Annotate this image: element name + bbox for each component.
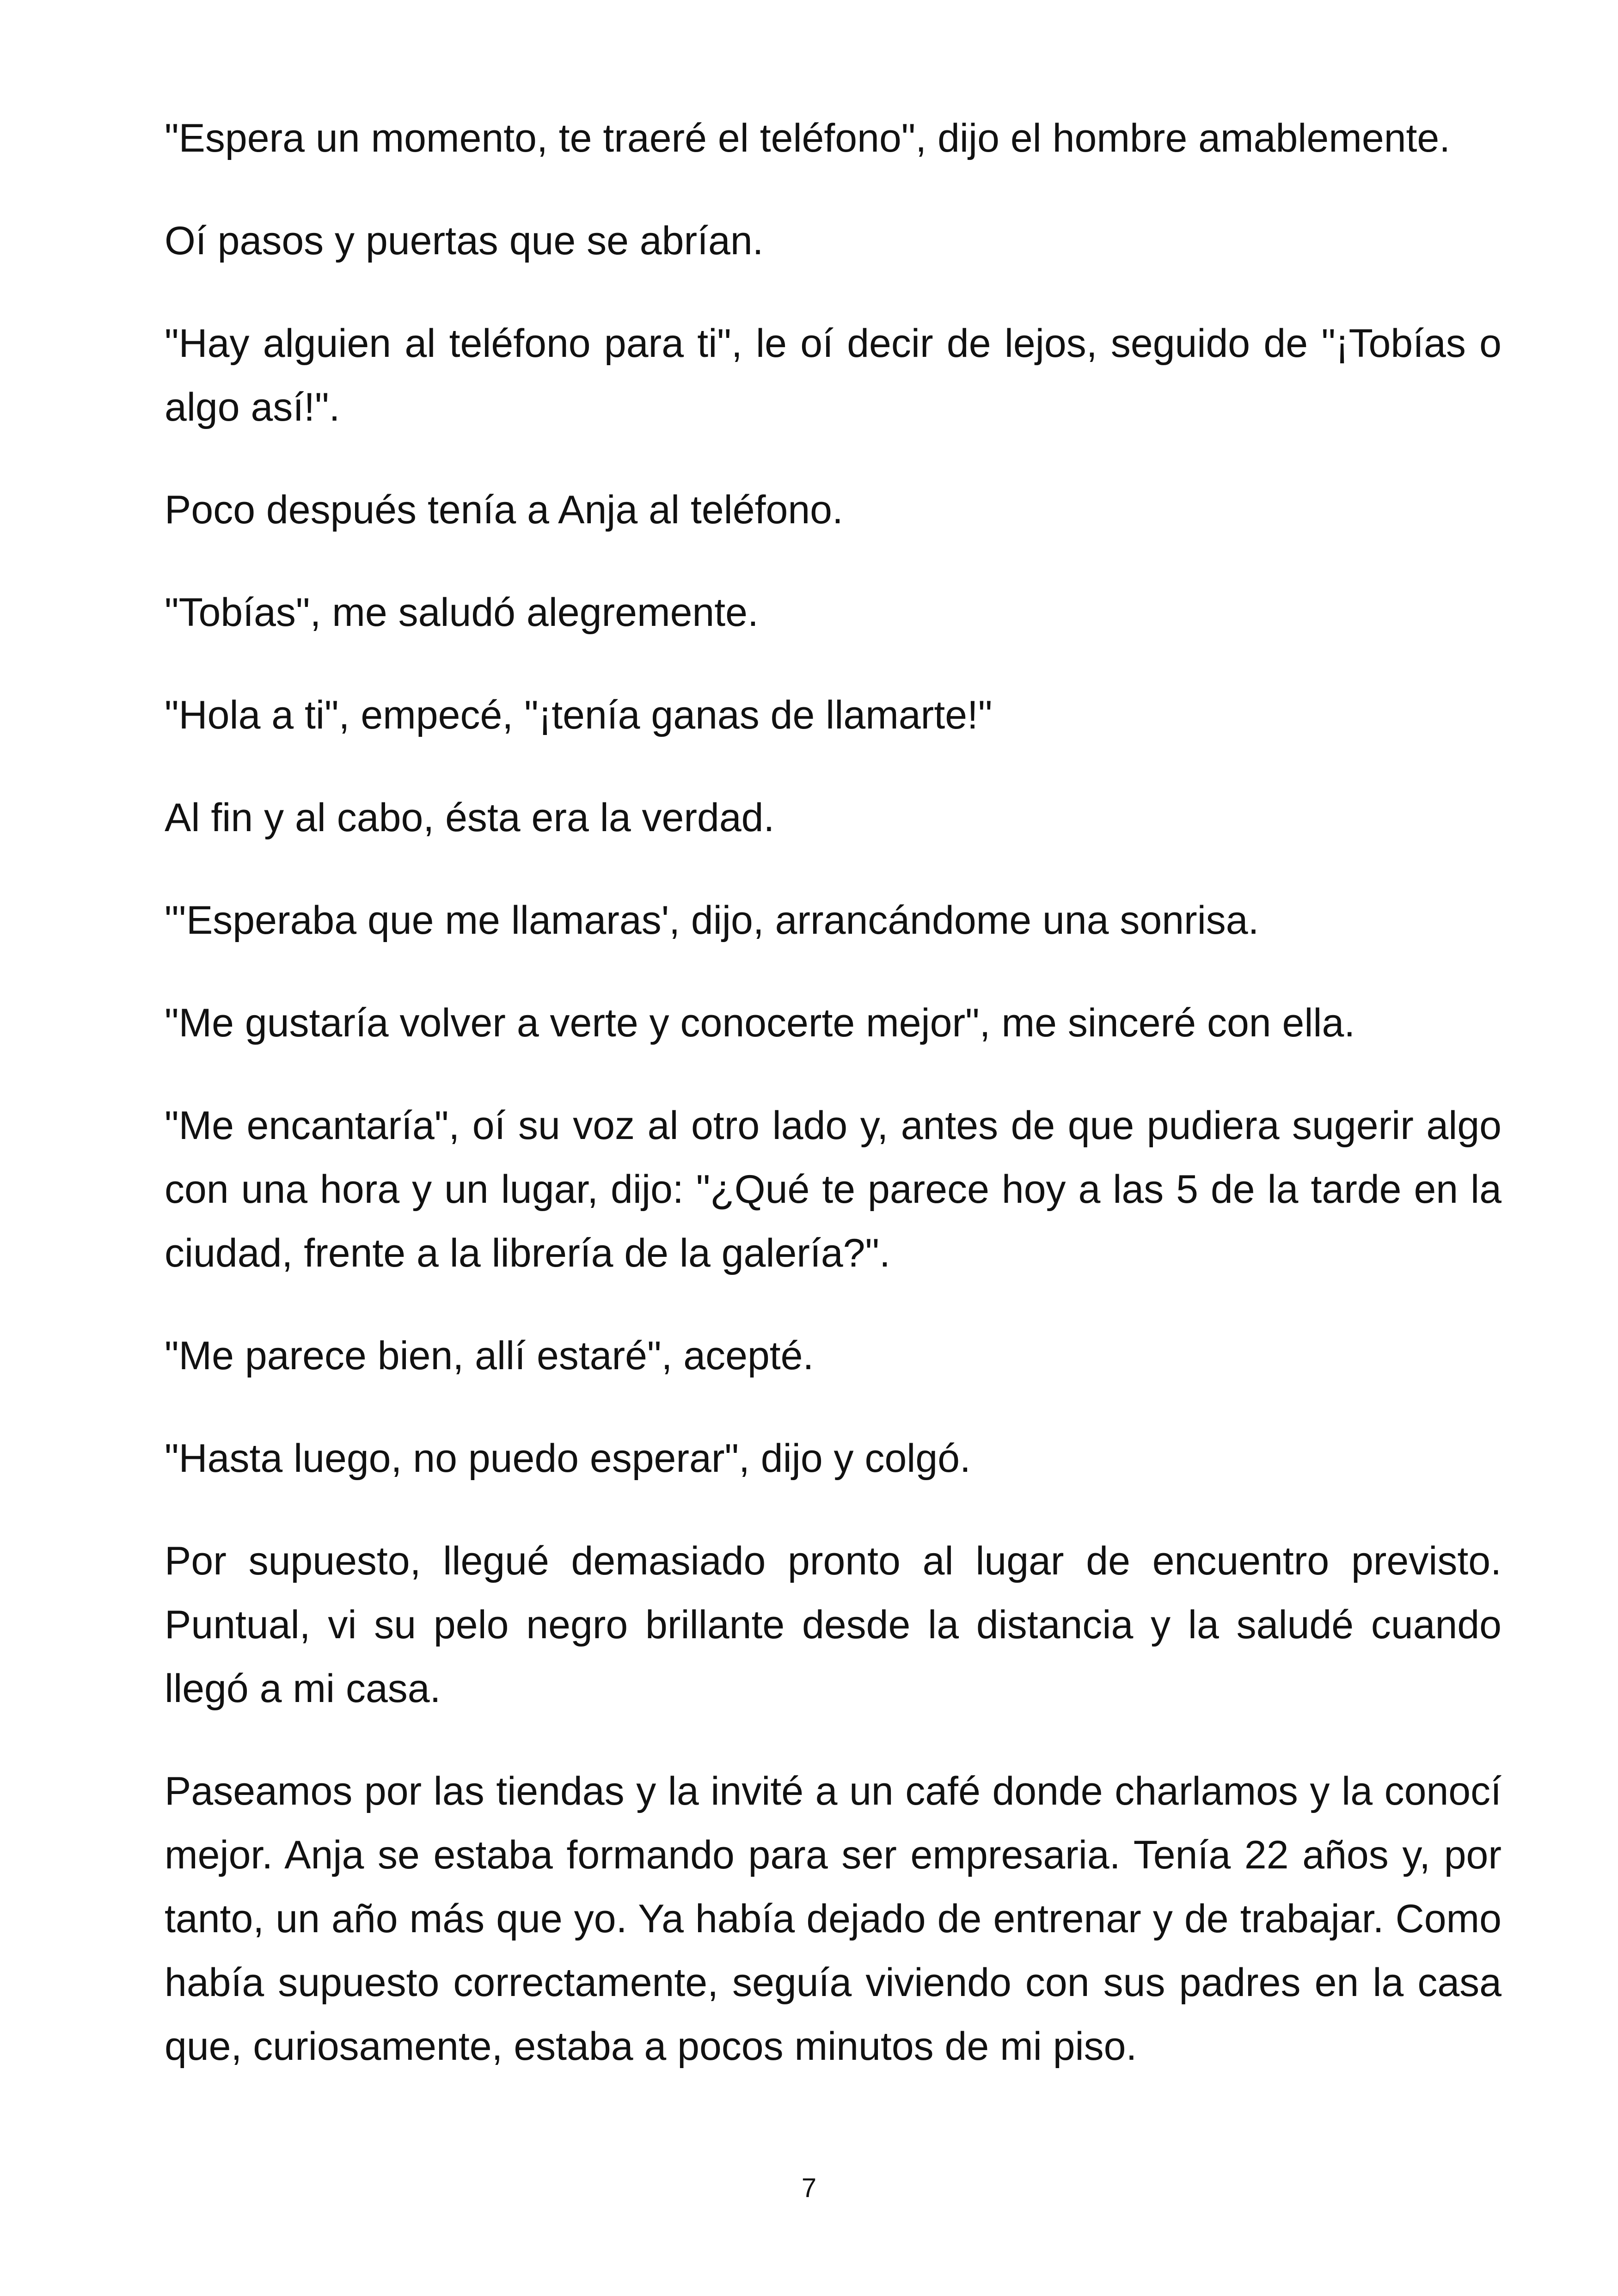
paragraph: "Me parece bien, allí estaré", acepté. xyxy=(165,1334,814,1378)
paragraph: Paseamos por las tiendas y la invité a un café donde charlamos y la conocí mejor. Anja se estaba formando para ser empresaria. Tenía 22 años y, por tanto, un año más que yo. Ya había dejado de entrenar y de trabajar. Como había supuesto correctamente, seguía viviendo con sus padres en la casa que, curiosamente, estaba a pocos minutos de mi piso. xyxy=(165,1769,1502,2069)
paragraph: "Hay alguien al teléfono para ti", le oí decir de lejos, seguido de "¡Tobías o algo así!". xyxy=(165,321,1502,429)
paragraph: "Hasta luego, no puedo esperar", dijo y colgó. xyxy=(165,1436,971,1481)
paragraph: Oí pasos y puertas que se abrían. xyxy=(165,219,764,263)
page-number: 7 xyxy=(801,2173,817,2203)
paragraph: "Me encantaría", oí su voz al otro lado y, antes de que pudiera sugerir algo con una hora y un lugar, dijo: "¿Qué te parece hoy a las 5 de la tarde en la ciudad, frente a la librería de la galería?". xyxy=(165,1103,1502,1275)
body-text xyxy=(165,106,1502,2117)
paragraph: "'Esperaba que me llamaras', dijo, arrancándome una sonrisa. xyxy=(165,898,1259,943)
paragraph: Por supuesto, llegué demasiado pronto al lugar de encuentro previsto. Puntual, vi su pelo negro brillante desde la distancia y la saludé cuando llegó a mi casa. xyxy=(165,1539,1502,1711)
paragraph: "Hola a ti", empecé, "¡tenía ganas de llamarte!" xyxy=(165,693,993,737)
paragraph: "Tobías", me saludó alegremente. xyxy=(165,590,759,635)
paragraph: Al fin y al cabo, ésta era la verdad. xyxy=(165,796,775,840)
paragraph: "Espera un momento, te traeré el teléfono", dijo el hombre amablemente. xyxy=(165,116,1451,160)
paragraph: Poco después tenía a Anja al teléfono. xyxy=(165,488,843,532)
paragraph: "Me gustaría volver a verte y conocerte mejor", me sinceré con ella. xyxy=(165,1001,1355,1045)
